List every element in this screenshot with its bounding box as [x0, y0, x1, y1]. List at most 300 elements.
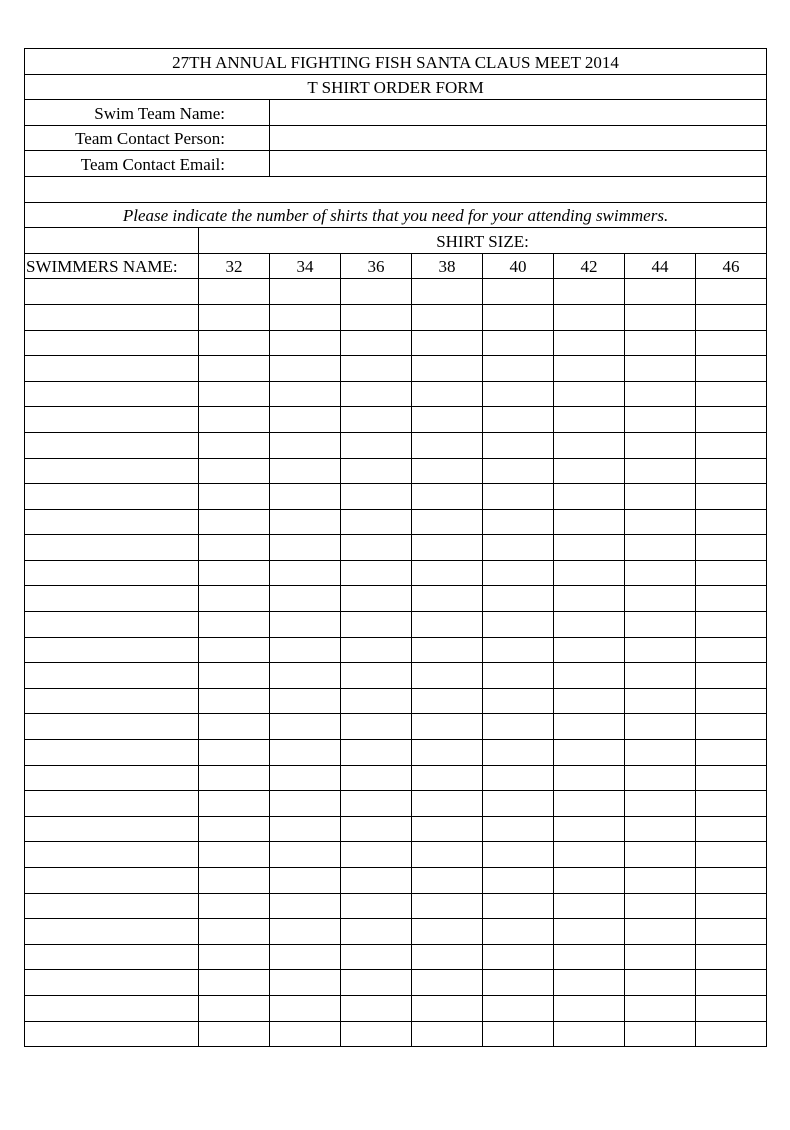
- qty-cell-size-42[interactable]: [554, 509, 625, 535]
- size-header-40: 40: [483, 253, 554, 279]
- qty-cell-size-32[interactable]: [199, 586, 270, 612]
- qty-cell-size-32[interactable]: [199, 816, 270, 842]
- qty-cell-size-36[interactable]: [341, 381, 412, 407]
- qty-cell-size-46[interactable]: [696, 612, 767, 638]
- swimmer-name-cell[interactable]: [25, 740, 199, 766]
- instruction-row: [25, 202, 767, 228]
- qty-cell-size-46[interactable]: [696, 304, 767, 330]
- qty-cell-size-32[interactable]: [199, 484, 270, 510]
- qty-cell-size-44[interactable]: [625, 612, 696, 638]
- qty-cell-size-40[interactable]: [483, 816, 554, 842]
- qty-cell-size-32[interactable]: [199, 356, 270, 382]
- qty-cell-size-42[interactable]: [554, 740, 625, 766]
- swimmer-name-cell[interactable]: [25, 586, 199, 612]
- qty-cell-size-36[interactable]: [341, 356, 412, 382]
- order-form-sheet: [24, 48, 766, 1047]
- swimmer-name-cell[interactable]: [25, 791, 199, 817]
- qty-cell-size-36[interactable]: [341, 560, 412, 586]
- subtitle-row: [25, 74, 767, 100]
- qty-cell-size-32[interactable]: [199, 1021, 270, 1047]
- qty-cell-size-44[interactable]: [625, 535, 696, 561]
- qty-cell-size-40[interactable]: [483, 995, 554, 1021]
- swimmer-name-cell[interactable]: [25, 612, 199, 638]
- qty-cell-size-40[interactable]: [483, 765, 554, 791]
- qty-cell-size-34[interactable]: [270, 1021, 341, 1047]
- qty-cell-size-40[interactable]: [483, 637, 554, 663]
- qty-cell-size-34[interactable]: [270, 791, 341, 817]
- qty-cell-size-32[interactable]: [199, 868, 270, 894]
- qty-cell-size-46[interactable]: [696, 970, 767, 996]
- qty-cell-size-38[interactable]: [412, 304, 483, 330]
- qty-cell-size-46[interactable]: [696, 330, 767, 356]
- qty-cell-size-38[interactable]: [412, 944, 483, 970]
- qty-cell-size-44[interactable]: [625, 842, 696, 868]
- qty-cell-size-40[interactable]: [483, 868, 554, 894]
- field-row-swim-team-name: [25, 100, 767, 126]
- qty-cell-size-44[interactable]: [625, 791, 696, 817]
- qty-cell-size-40[interactable]: [483, 484, 554, 510]
- qty-cell-size-42[interactable]: [554, 1021, 625, 1047]
- qty-cell-size-32[interactable]: [199, 330, 270, 356]
- swimmer-name-cell[interactable]: [25, 893, 199, 919]
- table-row: [25, 842, 767, 868]
- qty-cell-size-36[interactable]: [341, 637, 412, 663]
- qty-cell-size-44[interactable]: [625, 1021, 696, 1047]
- qty-cell-size-34[interactable]: [270, 356, 341, 382]
- qty-cell-size-32[interactable]: [199, 381, 270, 407]
- qty-cell-size-34[interactable]: [270, 304, 341, 330]
- qty-cell-size-34[interactable]: [270, 970, 341, 996]
- qty-cell-size-36[interactable]: [341, 816, 412, 842]
- qty-cell-size-42[interactable]: [554, 663, 625, 689]
- swimmer-name-cell[interactable]: [25, 1021, 199, 1047]
- swimmer-name-cell[interactable]: [25, 842, 199, 868]
- swimmer-name-cell[interactable]: [25, 560, 199, 586]
- qty-cell-size-38[interactable]: [412, 791, 483, 817]
- qty-cell-size-46[interactable]: [696, 637, 767, 663]
- qty-cell-size-42[interactable]: [554, 356, 625, 382]
- swimmer-name-cell[interactable]: [25, 356, 199, 382]
- table-row: [25, 458, 767, 484]
- swimmer-name-cell[interactable]: [25, 330, 199, 356]
- qty-cell-size-42[interactable]: [554, 842, 625, 868]
- qty-cell-size-42[interactable]: [554, 714, 625, 740]
- qty-cell-size-46[interactable]: [696, 944, 767, 970]
- qty-cell-size-38[interactable]: [412, 432, 483, 458]
- swimmer-name-cell[interactable]: [25, 995, 199, 1021]
- qty-cell-size-42[interactable]: [554, 484, 625, 510]
- spacer-cell: [25, 176, 767, 202]
- qty-cell-size-40[interactable]: [483, 663, 554, 689]
- table-row: [25, 560, 767, 586]
- qty-cell-size-38[interactable]: [412, 560, 483, 586]
- qty-cell-size-32[interactable]: [199, 509, 270, 535]
- qty-cell-size-44[interactable]: [625, 509, 696, 535]
- qty-cell-size-32[interactable]: [199, 765, 270, 791]
- qty-cell-size-46[interactable]: [696, 714, 767, 740]
- qty-cell-size-34[interactable]: [270, 740, 341, 766]
- qty-cell-size-38[interactable]: [412, 842, 483, 868]
- qty-cell-size-40[interactable]: [483, 740, 554, 766]
- qty-cell-size-38[interactable]: [412, 970, 483, 996]
- qty-cell-size-42[interactable]: [554, 995, 625, 1021]
- qty-cell-size-38[interactable]: [412, 919, 483, 945]
- swimmer-name-cell[interactable]: [25, 407, 199, 433]
- qty-cell-size-42[interactable]: [554, 535, 625, 561]
- swim-team-name-input[interactable]: [270, 100, 767, 126]
- qty-cell-size-40[interactable]: [483, 279, 554, 305]
- qty-cell-size-36[interactable]: [341, 612, 412, 638]
- qty-cell-size-32[interactable]: [199, 842, 270, 868]
- table-row: [25, 944, 767, 970]
- qty-cell-size-32[interactable]: [199, 637, 270, 663]
- qty-cell-size-40[interactable]: [483, 458, 554, 484]
- qty-cell-size-32[interactable]: [199, 612, 270, 638]
- qty-cell-size-36[interactable]: [341, 970, 412, 996]
- qty-cell-size-36[interactable]: [341, 893, 412, 919]
- table-row: [25, 1021, 767, 1047]
- qty-cell-size-44[interactable]: [625, 688, 696, 714]
- swimmer-name-cell[interactable]: [25, 279, 199, 305]
- qty-cell-size-42[interactable]: [554, 919, 625, 945]
- qty-cell-size-42[interactable]: [554, 432, 625, 458]
- qty-cell-size-34[interactable]: [270, 714, 341, 740]
- size-header-row: [25, 253, 767, 279]
- qty-cell-size-36[interactable]: [341, 586, 412, 612]
- qty-cell-size-36[interactable]: [341, 714, 412, 740]
- qty-cell-size-44[interactable]: [625, 970, 696, 996]
- qty-cell-size-44[interactable]: [625, 765, 696, 791]
- qty-cell-size-40[interactable]: [483, 970, 554, 996]
- qty-cell-size-34[interactable]: [270, 842, 341, 868]
- swimmer-name-cell[interactable]: [25, 765, 199, 791]
- qty-cell-size-38[interactable]: [412, 1021, 483, 1047]
- qty-cell-size-42[interactable]: [554, 330, 625, 356]
- qty-cell-size-40[interactable]: [483, 842, 554, 868]
- swimmer-name-cell[interactable]: [25, 484, 199, 510]
- qty-cell-size-32[interactable]: [199, 714, 270, 740]
- qty-cell-size-34[interactable]: [270, 458, 341, 484]
- qty-cell-size-46[interactable]: [696, 279, 767, 305]
- qty-cell-size-34[interactable]: [270, 432, 341, 458]
- team-contact-email-input[interactable]: [270, 151, 767, 177]
- qty-cell-size-38[interactable]: [412, 407, 483, 433]
- table-row: [25, 637, 767, 663]
- qty-cell-size-44[interactable]: [625, 484, 696, 510]
- qty-cell-size-34[interactable]: [270, 407, 341, 433]
- qty-cell-size-38[interactable]: [412, 893, 483, 919]
- qty-cell-size-42[interactable]: [554, 868, 625, 894]
- swimmer-name-cell[interactable]: [25, 304, 199, 330]
- qty-cell-size-38[interactable]: [412, 279, 483, 305]
- qty-cell-size-46[interactable]: [696, 458, 767, 484]
- qty-cell-size-46[interactable]: [696, 586, 767, 612]
- qty-cell-size-34[interactable]: [270, 381, 341, 407]
- qty-cell-size-34[interactable]: [270, 893, 341, 919]
- qty-cell-size-32[interactable]: [199, 970, 270, 996]
- qty-cell-size-34[interactable]: [270, 868, 341, 894]
- qty-cell-size-32[interactable]: [199, 893, 270, 919]
- swimmer-name-cell[interactable]: [25, 970, 199, 996]
- table-row: [25, 330, 767, 356]
- qty-cell-size-44[interactable]: [625, 816, 696, 842]
- qty-cell-size-46[interactable]: [696, 663, 767, 689]
- qty-cell-size-34[interactable]: [270, 535, 341, 561]
- qty-cell-size-36[interactable]: [341, 791, 412, 817]
- qty-cell-size-44[interactable]: [625, 279, 696, 305]
- qty-cell-size-42[interactable]: [554, 688, 625, 714]
- qty-cell-size-40[interactable]: [483, 688, 554, 714]
- qty-cell-size-44[interactable]: [625, 637, 696, 663]
- qty-cell-size-36[interactable]: [341, 484, 412, 510]
- qty-cell-size-42[interactable]: [554, 765, 625, 791]
- qty-cell-size-44[interactable]: [625, 919, 696, 945]
- qty-cell-size-44[interactable]: [625, 714, 696, 740]
- qty-cell-size-32[interactable]: [199, 560, 270, 586]
- swimmer-name-cell[interactable]: [25, 714, 199, 740]
- qty-cell-size-46[interactable]: [696, 842, 767, 868]
- qty-cell-size-44[interactable]: [625, 740, 696, 766]
- qty-cell-size-34[interactable]: [270, 688, 341, 714]
- swimmer-name-cell[interactable]: [25, 816, 199, 842]
- qty-cell-size-34[interactable]: [270, 637, 341, 663]
- qty-cell-size-42[interactable]: [554, 816, 625, 842]
- spacer-row: [25, 176, 767, 202]
- qty-cell-size-36[interactable]: [341, 919, 412, 945]
- qty-cell-size-38[interactable]: [412, 484, 483, 510]
- swimmer-name-cell[interactable]: [25, 535, 199, 561]
- qty-cell-size-36[interactable]: [341, 535, 412, 561]
- qty-cell-size-42[interactable]: [554, 970, 625, 996]
- qty-cell-size-40[interactable]: [483, 919, 554, 945]
- qty-cell-size-38[interactable]: [412, 637, 483, 663]
- qty-cell-size-46[interactable]: [696, 995, 767, 1021]
- qty-cell-size-36[interactable]: [341, 279, 412, 305]
- qty-cell-size-40[interactable]: [483, 407, 554, 433]
- qty-cell-size-34[interactable]: [270, 765, 341, 791]
- qty-cell-size-46[interactable]: [696, 381, 767, 407]
- swimmer-name-cell[interactable]: [25, 381, 199, 407]
- size-header-38: 38: [412, 253, 483, 279]
- qty-cell-size-32[interactable]: [199, 740, 270, 766]
- qty-cell-size-46[interactable]: [696, 688, 767, 714]
- swimmer-name-cell[interactable]: [25, 919, 199, 945]
- team-contact-person-input[interactable]: [270, 125, 767, 151]
- qty-cell-size-46[interactable]: [696, 740, 767, 766]
- qty-cell-size-46[interactable]: [696, 535, 767, 561]
- qty-cell-size-38[interactable]: [412, 458, 483, 484]
- qty-cell-size-32[interactable]: [199, 663, 270, 689]
- qty-cell-size-36[interactable]: [341, 740, 412, 766]
- table-row: [25, 484, 767, 510]
- qty-cell-size-34[interactable]: [270, 612, 341, 638]
- qty-cell-size-46[interactable]: [696, 816, 767, 842]
- table-row: [25, 688, 767, 714]
- qty-cell-size-42[interactable]: [554, 458, 625, 484]
- qty-cell-size-36[interactable]: [341, 842, 412, 868]
- qty-cell-size-46[interactable]: [696, 432, 767, 458]
- qty-cell-size-42[interactable]: [554, 407, 625, 433]
- qty-cell-size-38[interactable]: [412, 612, 483, 638]
- qty-cell-size-38[interactable]: [412, 535, 483, 561]
- qty-cell-size-46[interactable]: [696, 407, 767, 433]
- qty-cell-size-34[interactable]: [270, 330, 341, 356]
- qty-cell-size-40[interactable]: [483, 791, 554, 817]
- swimmer-name-cell[interactable]: [25, 688, 199, 714]
- table-row: [25, 995, 767, 1021]
- qty-cell-size-38[interactable]: [412, 509, 483, 535]
- qty-cell-size-36[interactable]: [341, 765, 412, 791]
- qty-cell-size-44[interactable]: [625, 407, 696, 433]
- qty-cell-size-34[interactable]: [270, 944, 341, 970]
- qty-cell-size-40[interactable]: [483, 612, 554, 638]
- qty-cell-size-36[interactable]: [341, 304, 412, 330]
- qty-cell-size-44[interactable]: [625, 304, 696, 330]
- swimmer-name-cell[interactable]: [25, 432, 199, 458]
- qty-cell-size-38[interactable]: [412, 381, 483, 407]
- qty-cell-size-38[interactable]: [412, 740, 483, 766]
- qty-cell-size-34[interactable]: [270, 995, 341, 1021]
- qty-cell-size-40[interactable]: [483, 944, 554, 970]
- size-header-32: 32: [199, 253, 270, 279]
- qty-cell-size-38[interactable]: [412, 330, 483, 356]
- qty-cell-size-44[interactable]: [625, 330, 696, 356]
- qty-cell-size-36[interactable]: [341, 688, 412, 714]
- qty-cell-size-44[interactable]: [625, 944, 696, 970]
- size-header-46: 46: [696, 253, 767, 279]
- qty-cell-size-38[interactable]: [412, 688, 483, 714]
- qty-cell-size-40[interactable]: [483, 714, 554, 740]
- qty-cell-size-44[interactable]: [625, 560, 696, 586]
- qty-cell-size-34[interactable]: [270, 586, 341, 612]
- table-row: [25, 279, 767, 305]
- qty-cell-size-34[interactable]: [270, 816, 341, 842]
- qty-cell-size-32[interactable]: [199, 279, 270, 305]
- qty-cell-size-42[interactable]: [554, 893, 625, 919]
- qty-cell-size-40[interactable]: [483, 330, 554, 356]
- qty-cell-size-38[interactable]: [412, 765, 483, 791]
- qty-cell-size-32[interactable]: [199, 458, 270, 484]
- qty-cell-size-46[interactable]: [696, 356, 767, 382]
- qty-cell-size-32[interactable]: [199, 407, 270, 433]
- qty-cell-size-44[interactable]: [625, 663, 696, 689]
- swimmer-name-cell[interactable]: [25, 637, 199, 663]
- qty-cell-size-46[interactable]: [696, 868, 767, 894]
- swimmer-name-cell[interactable]: [25, 458, 199, 484]
- table-row: [25, 765, 767, 791]
- shirt-size-label: SHIRT SIZE:: [199, 228, 767, 254]
- qty-cell-size-40[interactable]: [483, 509, 554, 535]
- qty-cell-size-46[interactable]: [696, 765, 767, 791]
- qty-cell-size-46[interactable]: [696, 893, 767, 919]
- qty-cell-size-38[interactable]: [412, 714, 483, 740]
- qty-cell-size-42[interactable]: [554, 381, 625, 407]
- qty-cell-size-36[interactable]: [341, 663, 412, 689]
- qty-cell-size-46[interactable]: [696, 560, 767, 586]
- qty-cell-size-44[interactable]: [625, 381, 696, 407]
- qty-cell-size-46[interactable]: [696, 484, 767, 510]
- qty-cell-size-42[interactable]: [554, 304, 625, 330]
- qty-cell-size-44[interactable]: [625, 995, 696, 1021]
- instruction-text: Please indicate the number of shirts that you need for your attending swimmers.: [25, 202, 767, 228]
- qty-cell-size-40[interactable]: [483, 535, 554, 561]
- qty-cell-size-42[interactable]: [554, 944, 625, 970]
- qty-cell-size-38[interactable]: [412, 586, 483, 612]
- qty-cell-size-42[interactable]: [554, 279, 625, 305]
- table-row: [25, 407, 767, 433]
- qty-cell-size-34[interactable]: [270, 663, 341, 689]
- qty-cell-size-36[interactable]: [341, 458, 412, 484]
- qty-cell-size-38[interactable]: [412, 868, 483, 894]
- qty-cell-size-36[interactable]: [341, 868, 412, 894]
- qty-cell-size-46[interactable]: [696, 509, 767, 535]
- qty-cell-size-40[interactable]: [483, 586, 554, 612]
- qty-cell-size-36[interactable]: [341, 509, 412, 535]
- qty-cell-size-32[interactable]: [199, 688, 270, 714]
- qty-cell-size-36[interactable]: [341, 330, 412, 356]
- qty-cell-size-32[interactable]: [199, 432, 270, 458]
- qty-cell-size-38[interactable]: [412, 663, 483, 689]
- qty-cell-size-40[interactable]: [483, 1021, 554, 1047]
- qty-cell-size-34[interactable]: [270, 919, 341, 945]
- qty-cell-size-32[interactable]: [199, 535, 270, 561]
- qty-cell-size-44[interactable]: [625, 586, 696, 612]
- swimmer-name-cell[interactable]: [25, 509, 199, 535]
- qty-cell-size-40[interactable]: [483, 432, 554, 458]
- qty-cell-size-36[interactable]: [341, 944, 412, 970]
- qty-cell-size-36[interactable]: [341, 1021, 412, 1047]
- swimmer-name-cell[interactable]: [25, 868, 199, 894]
- qty-cell-size-32[interactable]: [199, 944, 270, 970]
- qty-cell-size-44[interactable]: [625, 893, 696, 919]
- qty-cell-size-32[interactable]: [199, 995, 270, 1021]
- qty-cell-size-34[interactable]: [270, 509, 341, 535]
- qty-cell-size-42[interactable]: [554, 791, 625, 817]
- qty-cell-size-38[interactable]: [412, 356, 483, 382]
- qty-cell-size-32[interactable]: [199, 919, 270, 945]
- qty-cell-size-36[interactable]: [341, 432, 412, 458]
- qty-cell-size-38[interactable]: [412, 995, 483, 1021]
- qty-cell-size-42[interactable]: [554, 637, 625, 663]
- qty-cell-size-34[interactable]: [270, 279, 341, 305]
- table-row: [25, 816, 767, 842]
- qty-cell-size-42[interactable]: [554, 612, 625, 638]
- qty-cell-size-40[interactable]: [483, 381, 554, 407]
- qty-cell-size-40[interactable]: [483, 893, 554, 919]
- qty-cell-size-42[interactable]: [554, 586, 625, 612]
- qty-cell-size-44[interactable]: [625, 868, 696, 894]
- qty-cell-size-32[interactable]: [199, 791, 270, 817]
- qty-cell-size-40[interactable]: [483, 560, 554, 586]
- qty-cell-size-42[interactable]: [554, 560, 625, 586]
- qty-cell-size-34[interactable]: [270, 560, 341, 586]
- qty-cell-size-46[interactable]: [696, 919, 767, 945]
- qty-cell-size-46[interactable]: [696, 1021, 767, 1047]
- swimmer-name-cell[interactable]: [25, 944, 199, 970]
- qty-cell-size-44[interactable]: [625, 432, 696, 458]
- swimmer-name-cell[interactable]: [25, 663, 199, 689]
- qty-cell-size-44[interactable]: [625, 458, 696, 484]
- qty-cell-size-40[interactable]: [483, 304, 554, 330]
- qty-cell-size-36[interactable]: [341, 407, 412, 433]
- qty-cell-size-44[interactable]: [625, 356, 696, 382]
- qty-cell-size-32[interactable]: [199, 304, 270, 330]
- qty-cell-size-38[interactable]: [412, 816, 483, 842]
- qty-cell-size-46[interactable]: [696, 791, 767, 817]
- qty-cell-size-40[interactable]: [483, 356, 554, 382]
- qty-cell-size-36[interactable]: [341, 995, 412, 1021]
- qty-cell-size-34[interactable]: [270, 484, 341, 510]
